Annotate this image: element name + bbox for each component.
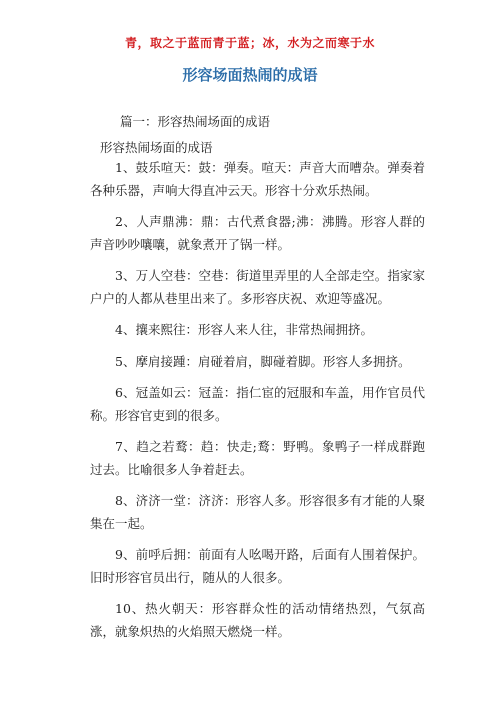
subheading: 形容热闹场面的成语	[100, 140, 213, 155]
idiom-list	[90, 157, 425, 652]
idiom-item-2: 2、人声鼎沸：鼎：古代煮食器;沸：沸腾。形容人群的声音吵吵嚷嚷，就象煮开了锅一样。	[90, 214, 425, 252]
idiom-item-7: 7、趋之若鹜：趋：快走;鹜：野鸭。象鸭子一样成群跑过去。比喻很多人争着赶去。	[90, 439, 425, 477]
idiom-item-6: 6、冠盖如云：冠盖：指仁宦的冠服和车盖，用作官员代称。形容官吏到的很多。	[90, 385, 425, 423]
idiom-item-10: 10、热火朝天：形容群众性的活动情绪热烈，气氛高涨，就象炽热的火焰照天燃烧一样。	[90, 601, 425, 639]
idiom-item-3: 3、万人空巷：空巷：街道里弄里的人全部走空。指家家户户的人都从巷里出来了。多形容庆祝、欢迎等盛况。	[90, 268, 425, 306]
idiom-item-9: 9、前呼后拥：前面有人吆喝开路，后面有人围着保护。旧时形容官员出行，随从的人很多。	[90, 547, 425, 585]
idiom-item-8: 8、济济一堂：济济：形容人多。形容很多有才能的人聚集在一起。	[90, 493, 425, 531]
idiom-item-5: 5、摩肩接踵：肩碰着肩，脚碰着脚。形容人多拥挤。	[115, 353, 411, 369]
header-motto: 青，取之于蓝而青于蓝；冰，水为之而寒于水	[124, 36, 375, 50]
section-heading: 篇一：形容热闹场面的成语	[120, 114, 271, 129]
document-title: 形容场面热闹的成语	[182, 66, 318, 84]
idiom-item-1: 1、鼓乐喧天：鼓：弹奏。喧天：声音大而嘈杂。弹奏着各种乐器，声响大得直冲云天。形容十分欢乐热闹。	[90, 160, 425, 198]
idiom-item-4: 4、攘来熙往：形容人来人往，非常热闹拥挤。	[115, 322, 373, 337]
